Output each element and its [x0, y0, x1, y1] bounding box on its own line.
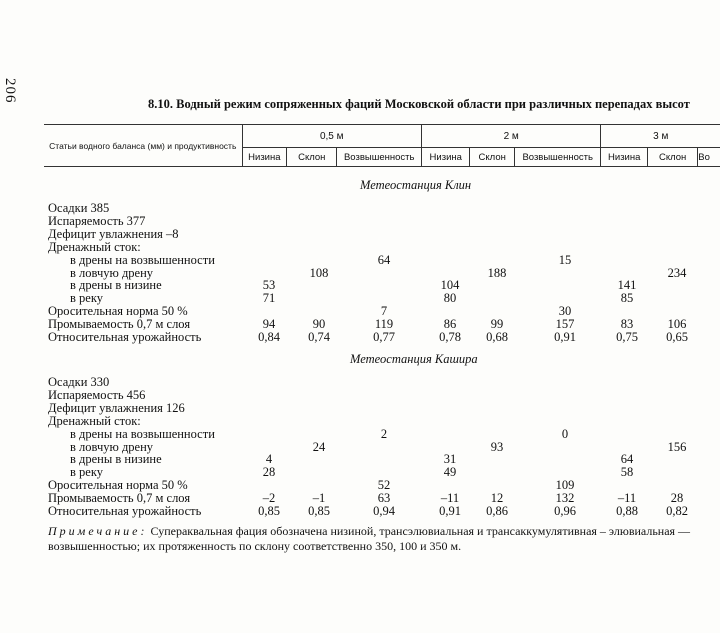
table-row	[48, 291, 720, 304]
row-value: 104	[440, 278, 460, 293]
row-value: 0,65	[666, 330, 688, 344]
table-row	[48, 266, 720, 279]
table-row	[48, 375, 720, 388]
header-sub: Склон	[648, 148, 698, 167]
row-value: 141	[617, 278, 637, 293]
table-note	[48, 524, 720, 554]
header-sub: Склон	[470, 148, 514, 167]
row-label: в ловчую дрену	[70, 439, 154, 454]
station-klin: Метеостанция Клин	[360, 178, 472, 192]
row-value: 64	[377, 252, 391, 267]
table-row	[48, 414, 720, 427]
row-value: 52	[377, 478, 391, 493]
row-value: 7	[380, 304, 388, 319]
row-value: 0,91	[554, 330, 576, 344]
row-label: Дефицит увлажнения –8	[48, 226, 179, 241]
row-value: 0,88	[616, 504, 638, 518]
row-label: в дрены на возвышенности	[70, 426, 215, 441]
header-sub: Низина	[421, 148, 470, 167]
header-sub: Низина	[242, 148, 287, 167]
row-value: 4	[265, 452, 273, 467]
row-value: 0,91	[439, 504, 461, 518]
header-group-0-5m: 0,5 м	[242, 125, 421, 148]
row-value: 85	[620, 291, 634, 306]
row-label: Относительная урожайность	[48, 330, 202, 344]
row-label: Промываемость 0,7 м слоя	[48, 491, 191, 506]
row-value: 49	[443, 465, 457, 480]
table-header	[44, 124, 720, 167]
row-value: 63	[377, 491, 391, 506]
page-number: 206	[2, 78, 18, 104]
table-row	[48, 504, 720, 517]
header-sub: Возвышенность	[514, 148, 601, 167]
table-row	[48, 330, 720, 343]
row-value: 0,74	[308, 330, 330, 344]
row-value: 58	[620, 465, 634, 480]
header-sub: Низина	[601, 148, 648, 167]
row-value: 0,77	[373, 330, 395, 344]
row-value: 0,96	[554, 504, 576, 518]
table-row	[48, 427, 720, 440]
table-row	[48, 240, 720, 253]
row-label: в дрены в низине	[70, 452, 162, 467]
table-row	[48, 304, 720, 317]
header-sub: Склон	[287, 148, 337, 167]
row-value: 99	[490, 317, 504, 332]
row-value: 15	[558, 252, 572, 267]
row-value: –11	[617, 491, 637, 506]
table-row	[48, 388, 720, 401]
row-value: 90	[312, 317, 326, 332]
row-value: 24	[312, 439, 326, 454]
row-label: в дрены в низине	[70, 278, 162, 293]
row-value: 94	[262, 317, 276, 332]
table-row	[48, 214, 720, 227]
row-label: Относительная урожайность	[48, 504, 202, 518]
row-value: 28	[670, 491, 684, 506]
row-value: 0,84	[258, 330, 280, 344]
row-label: Дренажный сток:	[48, 239, 141, 254]
row-label: Испаряемость 456	[48, 387, 146, 402]
header-group-2m: 2 м	[421, 125, 600, 148]
row-value: 93	[490, 439, 504, 454]
row-label: Промываемость 0,7 м слоя	[48, 317, 191, 332]
row-label: в дрены на возвышенности	[70, 252, 215, 267]
row-value: 234	[667, 265, 687, 280]
table-row	[48, 465, 720, 478]
row-label: Осадки 330	[48, 375, 110, 389]
row-value: 0,85	[308, 504, 330, 518]
row-value: 80	[443, 291, 457, 306]
row-value: 106	[667, 317, 687, 332]
row-value: 86	[443, 317, 457, 332]
row-label: Дренажный сток:	[48, 413, 141, 428]
header-group-3m: 3 м	[601, 125, 720, 148]
row-value: 119	[374, 317, 394, 332]
row-value: 64	[620, 452, 634, 467]
note-text: Супераквальная фация обозначена низиной, трансэлювиальная и трансаккумулятивная – элювиальная — возвышенностью; их протяженность по склону соответственно 350, 100 и 350 м.	[48, 524, 691, 553]
row-value: 83	[620, 317, 634, 332]
row-value: –2	[262, 491, 276, 506]
table-row	[48, 317, 720, 330]
row-value: 109	[555, 478, 575, 493]
row-value: 0,86	[486, 504, 508, 518]
table-title: 8.10. Водный режим сопряженных фаций Московской области при различных перепадах высот	[148, 97, 690, 111]
row-value: –11	[440, 491, 460, 506]
row-value: 53	[262, 278, 276, 293]
row-label: Осадки 385	[48, 201, 110, 215]
row-label: в реку	[70, 465, 103, 480]
row-value: 0,94	[373, 504, 395, 518]
table-row	[48, 452, 720, 465]
note-prefix: Примечание:	[48, 524, 148, 538]
row-value: 132	[555, 491, 575, 506]
row-value: 12	[490, 491, 504, 506]
table-row	[48, 201, 720, 214]
row-value: 30	[558, 304, 572, 319]
table-row	[48, 478, 720, 491]
header-sub: Во	[698, 148, 720, 167]
row-value: 188	[487, 265, 507, 280]
header-sub: Возвышенность	[337, 148, 422, 167]
row-value: 108	[309, 265, 329, 280]
table-row	[48, 401, 720, 414]
row-value: 0,78	[439, 330, 461, 344]
row-value: 31	[443, 452, 457, 467]
row-value: 71	[262, 291, 276, 306]
table-row	[48, 227, 720, 240]
row-value: 0	[561, 426, 569, 441]
row-value: 156	[667, 439, 687, 454]
row-value: 2	[380, 426, 388, 441]
row-value: 0,75	[616, 330, 638, 344]
table-row	[48, 440, 720, 453]
row-label: в реку	[70, 291, 103, 306]
row-value: 0,82	[666, 504, 688, 518]
row-value: 0,68	[486, 330, 508, 344]
row-label: Оросительная норма 50 %	[48, 478, 188, 493]
row-value: –1	[312, 491, 326, 506]
station-kashira: Метеостанция Кашира	[350, 352, 478, 366]
table-row	[48, 278, 720, 291]
row-label: Дефицит увлажнения 126	[48, 400, 185, 415]
row-label: Оросительная норма 50 %	[48, 304, 188, 319]
table-row	[48, 491, 720, 504]
table-row	[48, 253, 720, 266]
row-value: 28	[262, 465, 276, 480]
row-label: Испаряемость 377	[48, 213, 146, 228]
row-value: 157	[555, 317, 575, 332]
header-corner: Статьи водного баланса (мм) и продуктивность	[44, 125, 242, 167]
row-value: 0,85	[258, 504, 280, 518]
row-label: в ловчую дрену	[70, 265, 154, 280]
